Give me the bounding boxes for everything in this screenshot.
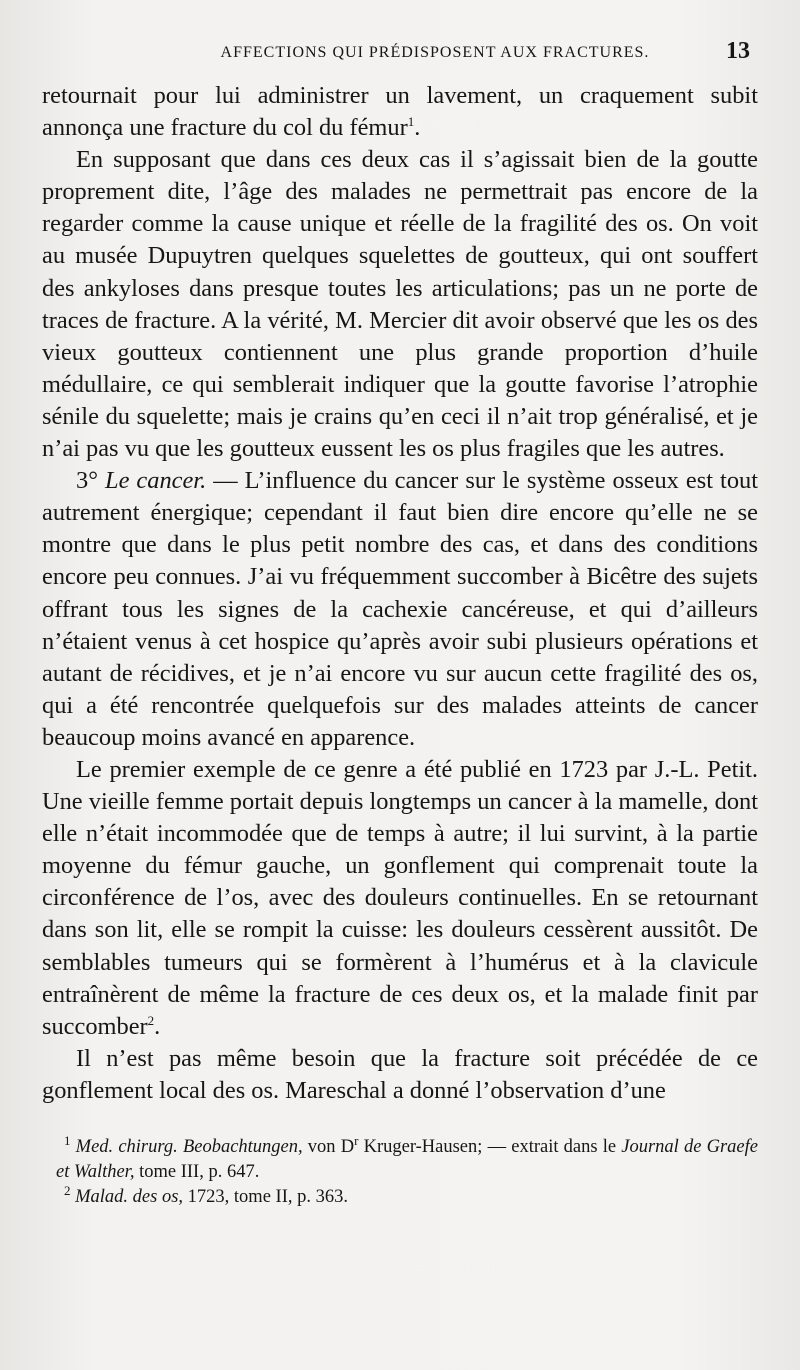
footnote-reference: 1 xyxy=(407,113,415,129)
paragraph-goutte: En supposant que dans ces deux cas il s’agissait bien de la goutte proprement dite, l’âge des malades ne permettrait pas encore de la regarder comme la cause unique et réelle de la fragilité des os. On voit au musée Dupuytren quelques squelettes de goutteux, qui ont souffert des ankyloses dans presque toutes les articulations; pas un ne porte de traces de fracture. A la vérité, M. Mercier dit avoir observé que les os des vieux goutteux contiennent une plus grande proportion d’huile médullaire, ce qui semblerait indiquer que la goutte favorise l’atrophie sénile du squelette; mais je crains qu’en ceci il n’ait trop généralisé, et je n’ai pas vu que les goutteux eussent les os plus fragiles que les autres. xyxy=(42,146,758,463)
running-head xyxy=(42,36,758,80)
section-number: 3° xyxy=(76,467,105,495)
paragraph-mareschal: Il n’est pas même besoin que la fracture soit précédée de ce gonflement local des os. Mareschal a donné l’observation d’une xyxy=(42,1044,758,1104)
paragraph-cancer xyxy=(42,465,758,754)
footnote-journal: Journal de Graefe et Walther, xyxy=(56,1137,758,1182)
footnote-text: von D xyxy=(302,1137,355,1157)
footnote-text: Kruger-Hausen; — extrait dans le xyxy=(358,1137,622,1157)
footnote-mark: 1 xyxy=(64,1132,71,1148)
footnote-1 xyxy=(56,1132,758,1185)
footnote-2 xyxy=(56,1182,758,1210)
page-number: 13 xyxy=(726,38,750,64)
footnote-title: Med. chirurg. Beobachtungen, xyxy=(75,1137,303,1157)
footnote-text: 1723, tome II, p. 363. xyxy=(183,1187,348,1207)
paragraph-text: — L’influence du cancer sur le système osseux est tout autrement énergique; cependant il faut bien dire encore qu’elle ne se montre que dans le plus petit nombre des cas, et dans des conditions encore peu connues. J’ai vu fréquemment succomber à Bicêtre des sujets offrant tous les signes de la cachexie cancéreuse, et qui d’ailleurs n’étaient venus à cet hospice qu’après avoir subi plusieurs opérations et autant de récidives, et je n’ai encore vu sur aucun cette fragilité des os, qui a été rencontrée quelquefois sur des malades atteints de cancer beaucoup moins avancé en apparence. xyxy=(42,467,759,751)
paragraph-text: retournait pour lui administrer un lavement, un craquement subit annonça une fracture du col du fémur xyxy=(42,82,758,142)
punctuation: . xyxy=(154,1012,161,1040)
body-text xyxy=(42,80,758,1107)
paragraph-text: Le premier exemple de ce genre a été publié en 1723 par J.-L. Petit. Une vieille femme portait depuis longtemps un cancer à la mamelle, dont elle n’était incommodée que de temps à autre; il lui survint, à la partie moyenne du fémur gauche, un gonflement qui comprenait toute la circonférence de l’os, avec des douleurs continuelles. En se retournant dans son lit, elle se rompit la cuisse: les douleurs cessèrent aussitôt. De semblables tumeurs qui se formèrent à l’humérus et à la clavicule entraînèrent de même la fracture de ces deux os, et la malade finit par succomber xyxy=(42,755,758,1040)
running-title: AFFECTIONS QUI PRÉDISPOSENT AUX FRACTURES. xyxy=(220,44,650,61)
paragraph-continued xyxy=(42,80,758,144)
footnotes xyxy=(42,1132,758,1210)
section-heading: Le cancer. xyxy=(105,467,207,495)
footnote-text: tome III, p. 647. xyxy=(134,1162,260,1182)
footnote-superscript: r xyxy=(354,1132,359,1148)
footnote-mark: 2 xyxy=(64,1182,71,1198)
punctuation: . xyxy=(414,114,421,142)
footnote-title: Malad. des os, xyxy=(75,1187,184,1207)
paragraph-petit xyxy=(42,754,758,1043)
footnote-reference: 2 xyxy=(147,1012,155,1028)
footnote-separator xyxy=(42,1107,758,1127)
